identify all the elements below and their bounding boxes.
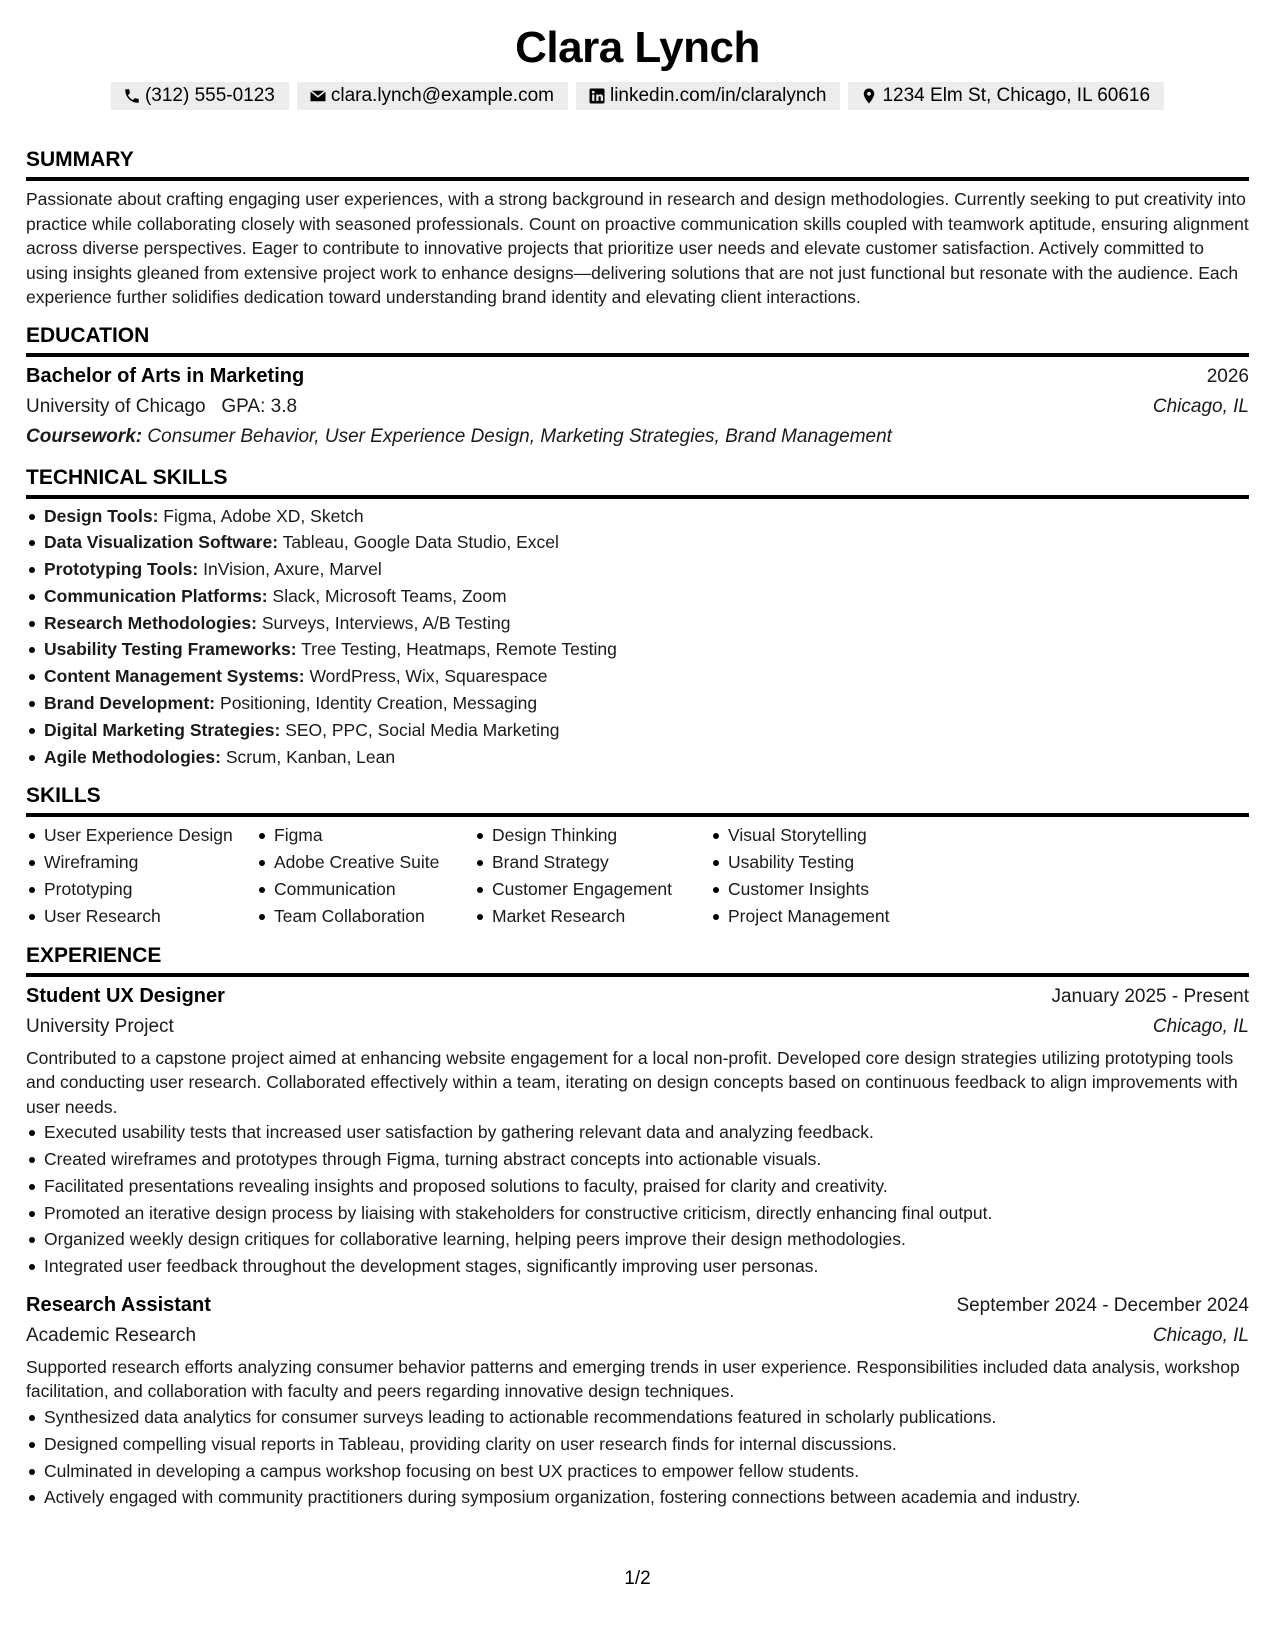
list-item [26,529,1249,556]
technical-skills-list [26,503,1249,771]
section-heading: EDUCATION [26,322,1249,357]
list-item: Figma [256,822,474,849]
skill-label: Prototyping Tools: [44,559,199,580]
list-item: Usability Testing [710,849,950,876]
coursework-list: Consumer Behavior, User Experience Design, Marketing Strategies, Brand Management [147,425,892,447]
list-item: Designed compelling visual reports in Tableau, providing clarity on user research finds for internal discussions. [26,1431,1249,1458]
job-header [26,1290,1249,1321]
skill-value: Slack, Microsoft Teams, Zoom [272,585,507,606]
skills-grid [26,822,1249,929]
skill-label: Design Tools: [44,505,159,526]
skill-label: Content Management Systems: [44,666,305,687]
skill-label: Brand Development: [44,693,216,714]
contact-email-text[interactable]: clara.lynch@example.com [330,85,554,106]
job-organization: Academic Research [26,1324,197,1346]
section-heading: EXPERIENCE [26,942,1249,977]
list-item: Facilitated presentations revealing insights and proposed solutions to faculty, praised for clarity and creativity. [26,1173,1249,1200]
skill-label: Communication Platforms: [44,585,268,606]
job-org-row [26,1321,1249,1351]
skill-value: Tableau, Google Data Studio, Excel [282,532,559,553]
list-item: Team Collaboration [256,903,474,930]
list-item: Design Thinking [474,822,710,849]
list-item: Customer Insights [710,876,950,903]
contact-email[interactable] [297,82,568,110]
skills-column [26,822,256,929]
list-item [26,663,1249,690]
job-dates: September 2024 - December 2024 [956,1294,1249,1316]
list-item [26,636,1249,663]
section-heading: TECHNICAL SKILLS [26,464,1249,499]
technical-skills-section [26,464,1249,771]
list-item [26,583,1249,610]
school-name: University of Chicago [26,395,206,417]
skill-label: Data Visualization Software: [44,532,279,553]
list-item: Organized weekly design critiques for collaborative learning, helping peers improve their design methodologies. [26,1226,1249,1253]
summary-text: Passionate about crafting engaging user experiences, with a strong background in research and design methodologies. Currently seeking to put creativity into practice while collaborating closely with seasoned professionals. Count on proactive communication skills coupled with teamwork aptitude, ensuring alignment across diverse perspectives. Eager to contribute to innovative projects that prioritize user needs and elevate customer satisfaction. Actively committed to using insights gleaned from extensive project work to enhance designs—delivering solutions that are not just functional but resonate with the audience. Each experience further solidifies dedication toward understanding brand identity and elevating client interactions. [26,189,1249,307]
skill-label: Digital Marketing Strategies: [44,719,281,740]
skill-value: SEO, PPC, Social Media Marketing [285,719,560,740]
skills-column [256,822,474,929]
list-item: Prototyping [26,876,256,903]
list-item: Brand Strategy [474,849,710,876]
skills-column [710,822,950,929]
job-org-row [26,1012,1249,1042]
list-item: User Research [26,903,256,930]
education-section [26,322,1249,452]
skill-value: Tree Testing, Heatmaps, Remote Testing [301,639,617,660]
list-item: Actively engaged with community practitioners during symposium organization, fostering connections between academia and industry. [26,1484,1249,1511]
job-header [26,981,1249,1012]
list-item: Wireframing [26,849,256,876]
list-item [26,744,1249,771]
candidate-name: Clara Lynch [515,23,760,72]
coursework-line [26,422,1249,452]
degree-title: Bachelor of Arts in Marketing [26,364,305,387]
skill-value: WordPress, Wix, Squarespace [309,666,548,687]
list-item [26,690,1249,717]
list-item [26,717,1249,744]
job-bullets [26,1404,1249,1511]
job-title: Student UX Designer [26,984,225,1007]
contact-linkedin-text[interactable]: linkedin.com/in/claralynch [609,85,827,106]
list-item: Culminated in developing a campus workshop focusing on best UX practices to empower fellow students. [26,1458,1249,1485]
graduation-year: 2026 [1206,365,1249,387]
list-item: Promoted an iterative design process by liaising with stakeholders for constructive criticism, directly enhancing final output. [26,1200,1249,1227]
job-location: Chicago, IL [1152,1324,1249,1346]
skills-column [474,822,710,929]
section-heading: SUMMARY [26,146,1249,181]
list-item [26,556,1249,583]
section-heading: SKILLS [26,782,1249,817]
school-line [26,392,297,422]
list-item: User Experience Design [26,822,256,849]
list-item: Executed usability tests that increased user satisfaction by gathering relevant data and analyzing feedback. [26,1119,1249,1146]
linkedin-icon [588,87,606,105]
skill-value: InVision, Axure, Marvel [203,559,382,580]
list-item: Created wireframes and prototypes through Figma, turning abstract concepts into actionable visuals. [26,1146,1249,1173]
school-location: Chicago, IL [1152,395,1249,417]
job-title: Research Assistant [26,1293,211,1316]
skill-label: Research Methodologies: [44,612,257,633]
skill-label: Usability Testing Frameworks: [44,639,297,660]
skill-value: Surveys, Interviews, A/B Testing [261,612,511,633]
skill-value: Positioning, Identity Creation, Messaging [220,693,538,714]
education-school-row [26,392,1249,422]
education-row [26,361,1249,392]
job-entry [26,1290,1249,1511]
gpa: GPA: 3.8 [221,395,298,417]
job-location: Chicago, IL [1152,1015,1249,1037]
envelope-icon [309,87,327,105]
list-item: Project Management [710,903,950,930]
list-item: Communication [256,876,474,903]
contact-bar [26,82,1249,110]
job-entry [26,981,1249,1280]
skill-value: Figma, Adobe XD, Sketch [163,505,364,526]
job-description: Contributed to a capstone project aimed at enhancing website engagement for a local non-profit. Developed core design strategies utilizing prototyping tools and conducting user research. Collaborated effectively within a team, iterating on design concepts based on continuous feedback to align improvements with user needs. [26,1047,1238,1117]
skill-value: Scrum, Kanban, Lean [225,746,396,767]
coursework-label: Coursework: [26,425,143,447]
list-item: Market Research [474,903,710,930]
map-pin-icon [860,87,878,105]
contact-phone [111,82,289,110]
summary-section [26,146,1249,310]
list-item: Customer Engagement [474,876,710,903]
list-item: Adobe Creative Suite [256,849,474,876]
job-bullets [26,1119,1249,1280]
job-organization: University Project [26,1015,174,1037]
experience-section [26,942,1249,1511]
list-item [26,610,1249,637]
phone-icon [123,87,141,105]
contact-linkedin[interactable] [576,82,841,110]
job-description: Supported research efforts analyzing consumer behavior patterns and emerging trends in user experience. Responsibilities included data analysis, workshop facilitation, and collaboration with faculty and peers regarding innovative design techniques. [26,1356,1240,1402]
list-item [26,503,1249,530]
skills-section [26,782,1249,929]
job-dates: January 2025 - Present [1051,985,1249,1007]
list-item: Visual Storytelling [710,822,950,849]
list-item: Synthesized data analytics for consumer surveys leading to actionable recommendations featured in scholarly publications. [26,1404,1249,1431]
list-item: Integrated user feedback throughout the development stages, significantly improving user personas. [26,1253,1249,1280]
contact-address [848,82,1164,110]
skill-label: Agile Methodologies: [44,746,221,767]
contact-phone-text: (312) 555-0123 [144,85,275,106]
page-number: 1/2 [624,1568,651,1589]
contact-address-text: 1234 Elm St, Chicago, IL 60616 [882,85,1151,106]
